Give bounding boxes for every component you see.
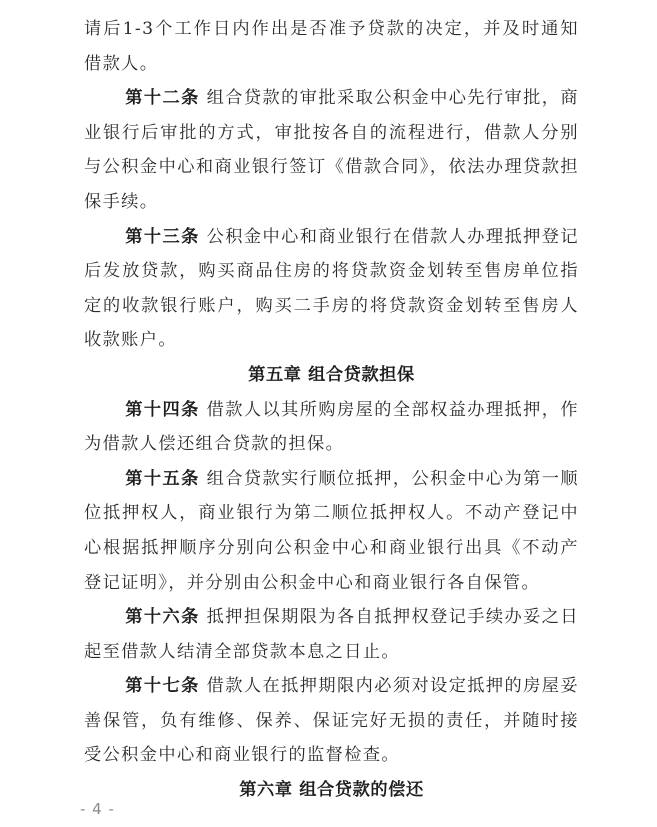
article-16-label: 第十六条 (125, 607, 200, 628)
chapter-5-heading: 第五章 组合贷款担保 (248, 364, 415, 385)
article-16-text: 抵押担保期限为各自抵押权登记手续办妥之日起至借款人结清全部贷款本息之日止。 (84, 607, 579, 662)
article-14 (84, 393, 579, 462)
article-15-label: 第十五条 (125, 468, 200, 489)
article-13-label: 第十三条 (125, 226, 200, 247)
article-17-label: 第十七条 (125, 676, 200, 697)
document-body (84, 12, 579, 808)
article-15-text: 组合贷款实行顺位抵押，公积金中心为第一顺位抵押权人，商业银行为第二顺位抵押权人。不动产登记中心根据抵押顺序分别向公积金中心和商业银行出具《不动产登记证明》，并分别由公积金中心和商业银行各自保管。 (84, 468, 579, 593)
article-14-label: 第十四条 (125, 399, 200, 420)
paragraph-continuation (84, 12, 579, 81)
article-15 (84, 462, 579, 600)
article-17 (84, 669, 579, 773)
article-13 (84, 220, 579, 358)
article-12-label: 第十二条 (125, 88, 200, 109)
article-12-text: 组合贷款的审批采取公积金中心先行审批，商业银行后审批的方式，审批按各自的流程进行，借款人分别与公积金中心和商业银行签订《借款合同》，依法办理贷款担保手续。 (84, 88, 579, 212)
article-16 (84, 600, 579, 669)
article-17-text: 借款人在抵押期限内必须对设定抵押的房屋妥善保管，负有维修、保养、保证完好无损的责任，并随时接受公积金中心和商业银行的监督检查。 (84, 676, 579, 766)
page-number: - 4 - (80, 800, 115, 818)
article-12 (84, 81, 579, 219)
paragraph-text: 请后1-3个工作日内作出是否准予贷款的决定，并及时通知借款人。 (84, 19, 579, 74)
article-13-text: 公积金中心和商业银行在借款人办理抵押登记后发放贷款，购买商品住房的将贷款资金划转至售房单位指定的收款银行账户，购买二手房的将贷款资金划转至售房人收款账户。 (84, 226, 579, 351)
article-14-text: 借款人以其所购房屋的全部权益办理抵押，作为借款人偿还组合贷款的担保。 (84, 399, 579, 455)
chapter-6-heading: 第六章 组合贷款的偿还 (239, 780, 424, 801)
